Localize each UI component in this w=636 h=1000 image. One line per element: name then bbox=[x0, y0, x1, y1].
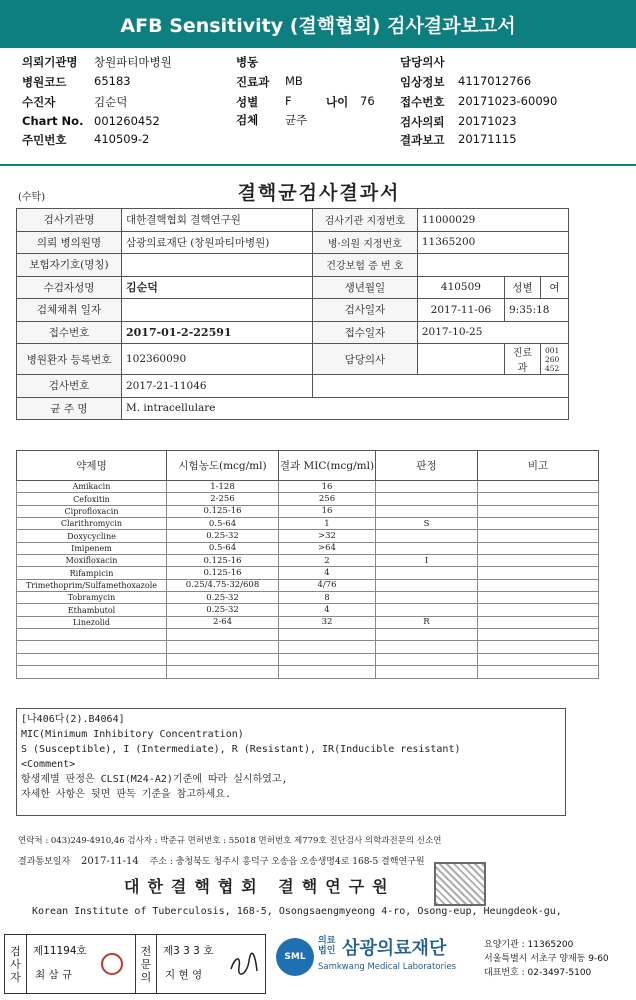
info-value bbox=[417, 344, 504, 375]
info-label: 검사기관 지정번호 bbox=[312, 209, 417, 232]
hdr-label: 진료과 bbox=[236, 75, 270, 89]
drug-note bbox=[478, 579, 599, 591]
drug-row bbox=[17, 579, 599, 591]
info-value: 2017-11-06 bbox=[417, 299, 504, 322]
drug-row bbox=[17, 542, 599, 554]
drug-judge: R bbox=[376, 616, 478, 628]
drug-mic: 8 bbox=[279, 592, 376, 604]
contact-line: 대표번호 : 02-3497-5100 bbox=[484, 968, 592, 978]
hdr-label: 담당의사 bbox=[400, 55, 445, 69]
info-value bbox=[122, 299, 313, 322]
hdr-value: 410509-2 bbox=[94, 132, 150, 146]
footer-contact: 연락처 : 043)249-4910,46 검사자 : 박준규 면허번호 : 55018 면허번호 제779호 진단검사 의학과전문의 신소연 bbox=[18, 836, 442, 846]
hdr-label: 주민번호 bbox=[22, 133, 67, 147]
info-label: 담당의사 bbox=[312, 344, 417, 375]
info-label: 건강보험 증 번 호 bbox=[312, 254, 417, 277]
info-value: 대한결핵협회 결핵연구원 bbox=[122, 209, 313, 232]
drug-name bbox=[17, 653, 167, 665]
signature-footer bbox=[0, 934, 636, 1000]
info-label: 접수일자 bbox=[312, 321, 417, 344]
col-judge: 판정 bbox=[376, 451, 478, 481]
info-label: 병·의원 지정번호 bbox=[312, 231, 417, 254]
drug-row bbox=[17, 493, 599, 505]
drug-name bbox=[17, 629, 167, 641]
drug-mic: >64 bbox=[279, 542, 376, 554]
drug-judge bbox=[376, 505, 478, 517]
drug-row bbox=[17, 616, 599, 628]
specialist-license: 제3 3 3 호 bbox=[163, 945, 214, 957]
hdr-value: 20171023-60090 bbox=[458, 94, 558, 108]
drug-judge bbox=[376, 530, 478, 542]
col-note: 비고 bbox=[478, 451, 599, 481]
drug-note bbox=[478, 592, 599, 604]
drug-note bbox=[478, 518, 599, 530]
hdr-value: 76 bbox=[360, 94, 375, 108]
drug-judge bbox=[376, 592, 478, 604]
drug-conc: 0.25-32 bbox=[167, 592, 279, 604]
drug-judge bbox=[376, 641, 478, 653]
institute-name: 대한결핵협회 결핵연구원 bbox=[124, 877, 396, 896]
vlabel-char: 자 bbox=[10, 970, 21, 984]
drug-name: Rifampicin bbox=[17, 567, 167, 579]
drug-conc bbox=[167, 641, 279, 653]
report-date-label: 결과통보일자 bbox=[18, 857, 71, 867]
drug-name: Linezolid bbox=[17, 616, 167, 628]
drug-conc: 0.125-16 bbox=[167, 555, 279, 567]
info-value: 여 bbox=[541, 276, 569, 299]
drug-judge bbox=[376, 542, 478, 554]
drug-name: Trimethoprim/Sulfamethoxazole bbox=[17, 579, 167, 591]
report-date: 2017-11-14 bbox=[81, 856, 139, 867]
brand-name-en: Samkwang Medical Laboratories bbox=[318, 962, 457, 972]
drug-mic: 16 bbox=[279, 505, 376, 517]
drug-conc: 0.5-64 bbox=[167, 542, 279, 554]
drug-judge bbox=[376, 629, 478, 641]
drug-mic: 32 bbox=[279, 616, 376, 628]
drug-mic: >32 bbox=[279, 530, 376, 542]
drug-conc bbox=[167, 666, 279, 678]
vlabel-char: 검 bbox=[10, 944, 21, 958]
col-drug: 약제명 bbox=[17, 451, 167, 481]
hdr-label: 나이 bbox=[326, 95, 349, 109]
drug-mic: 256 bbox=[279, 493, 376, 505]
drug-judge bbox=[376, 493, 478, 505]
drug-row bbox=[17, 592, 599, 604]
strain-name: M. intracellulare bbox=[122, 397, 569, 420]
info-label: 균 주 명 bbox=[17, 397, 122, 420]
drug-row bbox=[17, 518, 599, 530]
drug-mic bbox=[279, 641, 376, 653]
vlabel-char: 전 bbox=[140, 944, 152, 958]
drug-conc: 0.125-16 bbox=[167, 505, 279, 517]
info-label: 진료과 bbox=[505, 344, 541, 375]
report-banner bbox=[0, 0, 636, 48]
hdr-label: 검사의뢰 bbox=[400, 115, 445, 129]
drug-conc: 0.25-32 bbox=[167, 530, 279, 542]
hdr-value: 65183 bbox=[94, 74, 131, 88]
info-value bbox=[417, 254, 568, 277]
info-value: 102360090 bbox=[122, 344, 313, 375]
official-seal-icon bbox=[434, 862, 486, 906]
drug-mic: 4 bbox=[279, 567, 376, 579]
drug-note bbox=[478, 653, 599, 665]
patient-name: 김순덕 bbox=[122, 276, 313, 299]
patient-header bbox=[0, 50, 636, 162]
drug-row bbox=[17, 641, 599, 653]
drug-note bbox=[478, 505, 599, 517]
info-value: 11000029 bbox=[417, 209, 568, 232]
info-label: 접수번호 bbox=[17, 321, 122, 344]
drug-row bbox=[17, 505, 599, 517]
hdr-label: 검체 bbox=[236, 113, 259, 127]
hdr-label: 임상정보 bbox=[400, 75, 445, 89]
sml-logo: SML bbox=[276, 938, 314, 976]
drug-note bbox=[478, 567, 599, 579]
hdr-value: 균주 bbox=[285, 113, 308, 127]
info-label: 검사일자 bbox=[312, 299, 417, 322]
drug-name: Imipenem bbox=[17, 542, 167, 554]
consignment-tag: (수탁) bbox=[18, 192, 46, 203]
hdr-label: 병원코드 bbox=[22, 75, 67, 89]
drug-name: Moxifloxacin bbox=[17, 555, 167, 567]
hdr-label: 성별 bbox=[236, 95, 259, 109]
note-line: 자세한 사항은 뒷면 판독 기준을 참고하세요. bbox=[21, 789, 232, 800]
drug-judge bbox=[376, 567, 478, 579]
notes-box bbox=[16, 708, 566, 816]
info-label: 의뢰 병의원명 bbox=[17, 231, 122, 254]
info-label: 검사번호 bbox=[17, 375, 122, 398]
drug-conc: 0.25-32 bbox=[167, 604, 279, 616]
brand-name: 삼광의료재단 bbox=[342, 938, 447, 959]
drug-mic bbox=[279, 653, 376, 665]
drug-note bbox=[478, 629, 599, 641]
footer-address: 주소 : 충청북도 청주시 흥덕구 오송읍 오송생명4로 168-5 결핵연구원 bbox=[149, 857, 425, 867]
col-mic: 결과 MIC(mcg/ml) bbox=[279, 451, 376, 481]
info-value: 2017-21-11046 bbox=[122, 375, 313, 398]
drug-mic bbox=[279, 666, 376, 678]
drug-note bbox=[478, 666, 599, 678]
institute-address-en: Korean Institute of Tuberculosis, 168-5, Osongsaengmyeong 4-ro, Osong-eup, Heungdeok-gu, bbox=[32, 906, 562, 917]
note-line: MIC(Minimum Inhibitory Concentration) bbox=[21, 729, 244, 740]
drug-name: Tobramycin bbox=[17, 592, 167, 604]
drug-note bbox=[478, 481, 599, 493]
drug-conc: 0.5-64 bbox=[167, 518, 279, 530]
drug-sensitivity-table bbox=[16, 450, 599, 679]
info-label: 보험자기호(명칭) bbox=[17, 254, 122, 277]
tester-label bbox=[5, 935, 27, 993]
info-value: 001260452 bbox=[541, 344, 569, 375]
hdr-label: 수진자 bbox=[22, 95, 56, 109]
report-info-table bbox=[16, 208, 569, 420]
drug-conc: 2-64 bbox=[167, 616, 279, 628]
hdr-label: 병동 bbox=[236, 55, 259, 69]
lab-contact bbox=[484, 938, 609, 980]
drug-row bbox=[17, 653, 599, 665]
vlabel-char: 의 bbox=[140, 970, 152, 984]
drug-name: Ciprofloxacin bbox=[17, 505, 167, 517]
info-value bbox=[122, 254, 313, 277]
drug-name bbox=[17, 666, 167, 678]
drug-judge: S bbox=[376, 518, 478, 530]
drug-name: Doxycycline bbox=[17, 530, 167, 542]
drug-judge bbox=[376, 653, 478, 665]
drug-name: Amikacin bbox=[17, 481, 167, 493]
drug-judge bbox=[376, 579, 478, 591]
drug-conc bbox=[167, 629, 279, 641]
hdr-label: 접수번호 bbox=[400, 95, 445, 109]
hdr-value: MB bbox=[285, 74, 303, 88]
tb-test-report bbox=[14, 178, 624, 930]
hdr-value: 4117012766 bbox=[458, 74, 532, 88]
tester-license: 제11194호 bbox=[33, 945, 87, 957]
drug-row bbox=[17, 604, 599, 616]
signature-box bbox=[4, 934, 266, 994]
drug-conc: 1-128 bbox=[167, 481, 279, 493]
signature-icon bbox=[227, 949, 261, 979]
drug-name: Ethambutol bbox=[17, 604, 167, 616]
drug-conc: 0.25/4.75-32/608 bbox=[167, 579, 279, 591]
report-title: 결핵균검사결과서 bbox=[237, 182, 401, 204]
drug-mic: 2 bbox=[279, 555, 376, 567]
hdr-value: 20171023 bbox=[458, 114, 517, 128]
drug-row bbox=[17, 567, 599, 579]
specialist-label bbox=[135, 935, 157, 993]
info-value: 410509 bbox=[417, 276, 504, 299]
contact-line: 서울특별시 서초구 양재동 9-60 bbox=[484, 954, 609, 964]
footer-report-date bbox=[18, 854, 425, 867]
info-label: 생년월일 bbox=[312, 276, 417, 299]
hdr-value: F bbox=[285, 94, 292, 108]
tester-name: 최 삼 규 bbox=[35, 969, 73, 981]
info-value: 9:35:18 bbox=[505, 299, 569, 322]
header-divider bbox=[0, 164, 636, 166]
info-label: 검사기관명 bbox=[17, 209, 122, 232]
note-line: 항생제별 판정은 CLSI(M24-A2)기준에 따라 실시하였고, bbox=[21, 774, 288, 785]
vlabel-char: 문 bbox=[140, 957, 152, 971]
brand-prefix: 의료 법인 bbox=[318, 936, 336, 956]
vlabel-char: 사 bbox=[10, 957, 21, 971]
drug-name bbox=[17, 641, 167, 653]
drug-note bbox=[478, 616, 599, 628]
info-label: 수검자성명 bbox=[17, 276, 122, 299]
drug-name: Clarithromycin bbox=[17, 518, 167, 530]
drug-note bbox=[478, 604, 599, 616]
info-label: 검체채취 일자 bbox=[17, 299, 122, 322]
info-value: 삼광의료재단 (창원파티마병원) bbox=[122, 231, 313, 254]
drug-row bbox=[17, 555, 599, 567]
drug-mic: 1 bbox=[279, 518, 376, 530]
drug-judge: I bbox=[376, 555, 478, 567]
drug-note bbox=[478, 555, 599, 567]
drug-mic: 4/76 bbox=[279, 579, 376, 591]
specialist-name: 지 현 영 bbox=[165, 969, 203, 981]
drug-conc bbox=[167, 653, 279, 665]
hdr-label: 의뢰기관명 bbox=[22, 55, 78, 69]
drug-row bbox=[17, 481, 599, 493]
drug-name: Cefoxitin bbox=[17, 493, 167, 505]
note-line: <Comment> bbox=[21, 759, 76, 770]
info-value: 11365200 bbox=[417, 231, 568, 254]
drug-note bbox=[478, 530, 599, 542]
col-conc: 시험농도(mcg/ml) bbox=[167, 451, 279, 481]
drug-note bbox=[478, 542, 599, 554]
drug-conc: 2-256 bbox=[167, 493, 279, 505]
drug-note bbox=[478, 641, 599, 653]
hdr-value: 창원파티마병원 bbox=[94, 55, 172, 69]
note-line: [나406다(2).B4064] bbox=[21, 714, 125, 725]
info-value: 2017-01-2-22591 bbox=[122, 321, 313, 344]
hdr-label: 결과보고 bbox=[400, 133, 445, 147]
drug-mic: 16 bbox=[279, 481, 376, 493]
drug-row bbox=[17, 666, 599, 678]
red-stamp-icon bbox=[101, 953, 123, 975]
info-label: 병원환자 등록번호 bbox=[17, 344, 122, 375]
hdr-value: 20171115 bbox=[458, 132, 517, 146]
drug-mic: 4 bbox=[279, 604, 376, 616]
drug-row bbox=[17, 530, 599, 542]
drug-row bbox=[17, 629, 599, 641]
drug-judge bbox=[376, 604, 478, 616]
hdr-label: Chart No. bbox=[22, 114, 84, 128]
drug-mic bbox=[279, 629, 376, 641]
info-label: 성별 bbox=[505, 276, 541, 299]
info-value: 2017-10-25 bbox=[417, 321, 568, 344]
banner-title: AFB Sensitivity (결핵협회) 검사결과보고서 bbox=[120, 14, 516, 37]
note-line: S (Susceptible), I (Intermediate), R (Resistant), IR(Inducible resistant) bbox=[21, 744, 461, 755]
drug-conc: 0.125-16 bbox=[167, 567, 279, 579]
hdr-value: 김순덕 bbox=[94, 95, 128, 109]
drug-judge bbox=[376, 666, 478, 678]
info-empty bbox=[312, 375, 568, 398]
hdr-value: 001260452 bbox=[94, 114, 160, 128]
contact-line: 요양기관 : 11365200 bbox=[484, 940, 574, 950]
drug-note bbox=[478, 493, 599, 505]
drug-judge bbox=[376, 481, 478, 493]
